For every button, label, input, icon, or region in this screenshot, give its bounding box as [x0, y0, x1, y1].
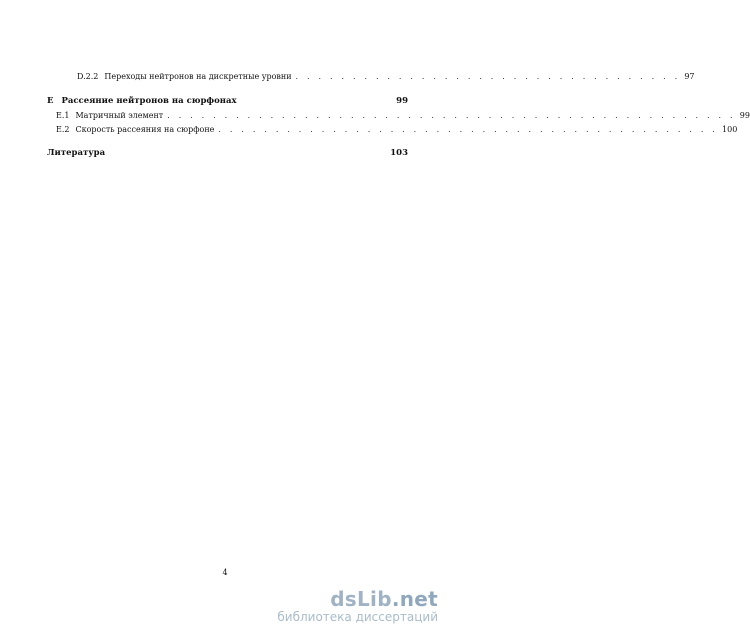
toc-section-title: Скорость рассеяния на сюрфоне: [75, 125, 215, 134]
toc-line-e1: [56, 111, 750, 121]
toc-section-number: E.2: [56, 125, 70, 134]
toc-section-title: Матричный элемент: [75, 111, 164, 120]
toc-leader-dots: . . . . . . . . . . . . . . . . . . . . . . . . . . . . . . . . . .: [295, 72, 681, 81]
toc-section-number: E.1: [56, 111, 70, 120]
toc-page-number: 97: [684, 72, 695, 81]
toc-page-number: 99: [396, 96, 408, 106]
toc-leader-dots: . . . . . . . . . . . . . . . . . . . . . . . . . . . . . . . . . . . . . . . . . . . . . . . . . .: [167, 111, 736, 120]
toc-section-number: D.2.2: [77, 72, 99, 81]
toc-section-title: Переходы нейтронов на дискретные уровни: [104, 72, 292, 81]
toc-leader-dots: . . . . . . . . . . . . . . . . . . . . . . . . . . . . . . . . . . . . . . . . . . . .: [218, 125, 719, 134]
toc-chapter-title: Литература: [47, 148, 106, 158]
watermark-logo: [277, 588, 438, 610]
watermark-subtitle: библиотека диссертаций: [277, 610, 438, 624]
toc-chapter-letter: E: [47, 96, 54, 106]
page-number: 4: [222, 568, 228, 577]
toc-page-number: 103: [390, 148, 408, 158]
watermark: [277, 588, 438, 624]
toc-page-number: 99: [739, 111, 750, 120]
toc-literature: [47, 148, 408, 158]
watermark-logo-domain: .net: [391, 587, 438, 611]
toc-line-d22: [77, 72, 695, 82]
watermark-logo-main: dsLib: [330, 587, 392, 611]
toc-line-e2: [56, 125, 738, 135]
toc-chapter-e: [47, 96, 408, 106]
toc-page-number: 100: [722, 125, 738, 134]
toc-chapter-title: Рассеяние нейтронов на сюрфонах: [61, 96, 237, 106]
